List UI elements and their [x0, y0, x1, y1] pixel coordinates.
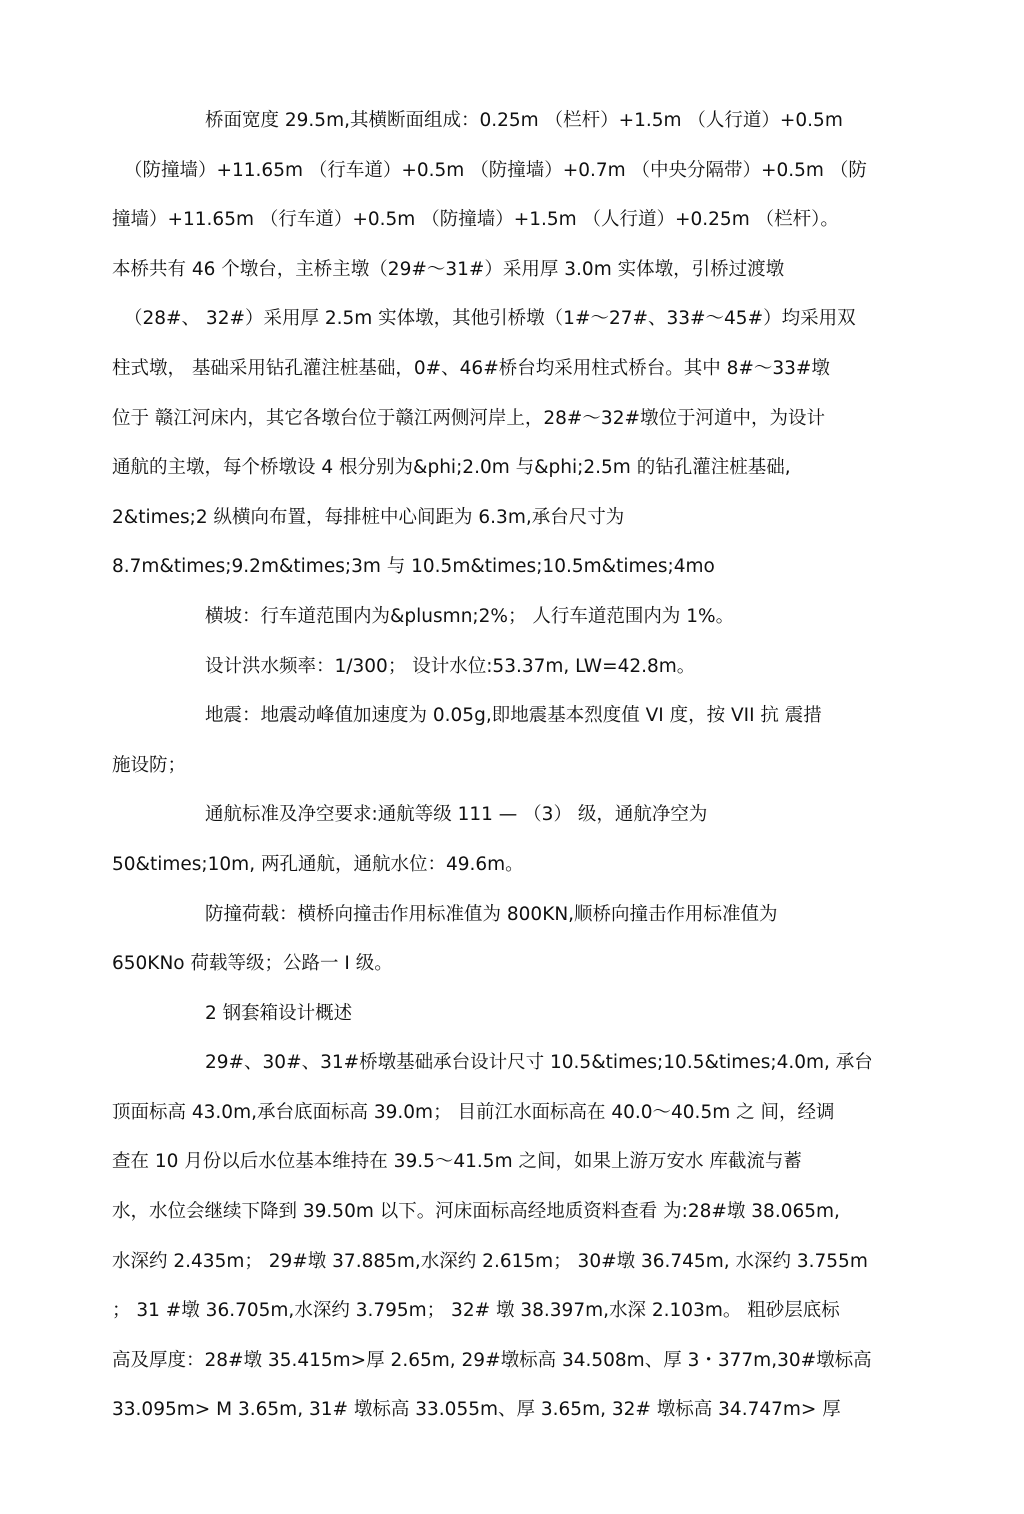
- paragraph-line: 柱式墩， 基础采用钻孔灌注桩基础，0#、46#桥台均采用柱式桥台。其中 8#～33#墩: [112, 357, 830, 379]
- paragraph-line: 650KNo 荷载等级；公路一 I 级。: [112, 953, 393, 975]
- paragraph-line: 高及厚度：28#墩 35.415m>厚 2.65m, 29#墩标高 34.508m、厚 3・377m,30#墩标高: [112, 1349, 872, 1371]
- paragraph-line: 33.095m> M 3.65m, 31# 墩标高 33.055m、厚 3.65m, 32# 墩标高 34.747m> 厚: [112, 1399, 841, 1421]
- section-heading: 2 钢套箱设计概述: [205, 1002, 353, 1024]
- document-page: [112, 96, 912, 1435]
- paragraph-line: （防撞墙）+11.65m （行车道）+0.5m （防撞墙）+0.7m （中央分隔带）+0.5m （防: [124, 159, 867, 181]
- paragraph-line: 水深约 2.435m； 29#墩 37.885m,水深约 2.615m； 30#墩 36.745m, 水深约 3.755m: [112, 1250, 868, 1272]
- paragraph-line: 8.7m&times;9.2m&times;3m 与 10.5m&times;10.5m&times;4mo: [112, 556, 715, 578]
- paragraph-line: 2&times;2 纵横向布置，每排桩中心间距为 6.3m,承台尺寸为: [112, 506, 625, 528]
- paragraph-line: 29#、30#、31#桥墩基础承台设计尺寸 10.5&times;10.5&times;4.0m, 承台: [205, 1052, 873, 1074]
- paragraph-line: 水，水位会继续下降到 39.50m 以下。河床面标高经地质资料查看 为:28#墩 38.065m,: [112, 1201, 840, 1223]
- paragraph-line: 本桥共有 46 个墩台，主桥主墩（29#～31#）采用厚 3.0m 实体墩，引桥过渡墩: [112, 258, 785, 280]
- paragraph-line: 桥面宽度 29.5m,其横断面组成：0.25m （栏杆）+1.5m （人行道）+0.5m: [205, 110, 843, 131]
- paragraph-line: ； 31 #墩 36.705m,水深约 3.795m； 32# 墩 38.397m,水深 2.103m。 粗砂层底标: [112, 1300, 840, 1322]
- paragraph-line: 通航的主墩，每个桥墩设 4 根分别为&phi;2.0m 与&phi;2.5m 的钻孔灌注桩基础,: [112, 457, 791, 479]
- paragraph-line: 防撞荷载：横桥向撞击作用标准值为 800KN,顺桥向撞击作用标准值为: [205, 903, 778, 925]
- paragraph-line: 设计洪水频率：1/300； 设计水位:53.37m, LW=42.8m。: [205, 655, 696, 677]
- paragraph-line: 地震：地震动峰值加速度为 0.05g,即地震基本烈度值 VI 度，按 VII 抗 震措: [205, 705, 822, 727]
- paragraph-line: （28#、 32#）采用厚 2.5m 实体墩，其他引桥墩（1#～27#、33#～45#）均采用双: [124, 308, 856, 330]
- paragraph-line: 施设防；: [112, 754, 187, 776]
- paragraph-line: 位于 赣江河床内，其它各墩台位于赣江两侧河岸上，28#～32#墩位于河道中，为设计: [112, 407, 825, 429]
- paragraph-line: 撞墙）+11.65m （行车道）+0.5m （防撞墙）+1.5m （人行道）+0.25m （栏杆）。: [112, 209, 839, 231]
- paragraph-line: 通航标准及净空要求:通航等级 111 — （3） 级，通航净空为: [205, 804, 708, 826]
- paragraph-line: 横坡：行车道范围内为&plusmn;2%； 人行车道范围内为 1%。: [205, 605, 735, 627]
- paragraph-line: 50&times;10m, 两孔通航，通航水位：49.6m。: [112, 853, 524, 875]
- paragraph-line: 查在 10 月份以后水位基本维持在 39.5～41.5m 之间，如果上游万安水 库截流与蓄: [112, 1151, 802, 1173]
- paragraph-line: 顶面标高 43.0m,承台底面标高 39.0m； 目前江水面标高在 40.0～40.5m 之 间，经调: [112, 1101, 835, 1123]
